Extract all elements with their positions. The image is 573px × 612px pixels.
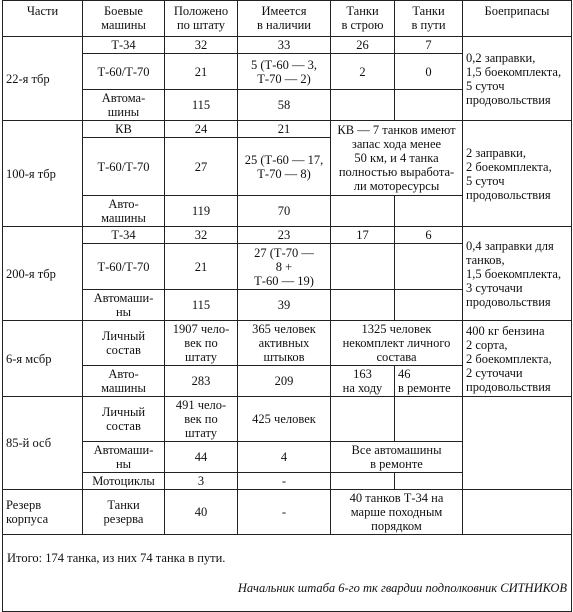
header-planned: Положено по штату <box>165 1 238 37</box>
vehicle-cell: Авто- машины <box>83 196 165 227</box>
note-cell-6-msbr: 1325 человек некомплект личного состава <box>331 321 463 366</box>
en-route-cell <box>395 90 463 121</box>
available-cell: 39 <box>238 290 331 321</box>
unit-85-osb: 85-й осб <box>3 397 83 490</box>
table-row <box>3 227 572 244</box>
vehicle-cell: Личный состав <box>83 397 165 442</box>
note-cell-reserve: 40 танков Т-34 на марше походным порядком <box>331 490 463 535</box>
note-cell-85-osb: Все автомашины в ремонте <box>331 442 463 473</box>
in-service-cell <box>331 90 395 121</box>
vehicle-cell: Автома- шины <box>83 90 165 121</box>
en-route-cell <box>395 473 463 490</box>
table-row <box>3 490 572 535</box>
planned-cell: 491 чело- век по штату <box>165 397 238 442</box>
planned-cell: 21 <box>165 244 238 290</box>
vehicle-cell: Т-60/Т-70 <box>83 244 165 290</box>
in-service-cell <box>331 473 395 490</box>
available-cell: 4 <box>238 442 331 473</box>
ammo-cell-reserve <box>463 490 572 535</box>
in-service-cell: 163 на ходу <box>331 366 395 397</box>
planned-cell: 283 <box>165 366 238 397</box>
vehicle-cell: КВ <box>83 121 165 138</box>
header-vehicles: Боевые машины <box>83 1 165 37</box>
in-service-cell <box>331 290 395 321</box>
units-status-table <box>2 0 572 612</box>
unit-reserve: Резерв корпуса <box>3 490 83 535</box>
header-unit: Части <box>3 1 83 37</box>
header-available: Имеется в наличии <box>238 1 331 37</box>
table-row <box>3 121 572 138</box>
footer-row <box>3 535 572 612</box>
note-cell-100-tbr: КВ — 7 танков имеют запас хода менее 50 км, и 4 танка полностью выработа- ли моторесурсы <box>331 121 463 196</box>
vehicle-cell: Т-34 <box>83 227 165 244</box>
en-route-cell: 7 <box>395 37 463 54</box>
available-cell: 425 человек <box>238 397 331 442</box>
ammo-cell-6-msbr: 400 кг бензина 2 сорта, 2 боекомплекта, 2 суточачи продовольствия <box>463 321 572 397</box>
en-route-cell <box>395 244 463 290</box>
planned-cell: 115 <box>165 90 238 121</box>
signature: Начальник штаба 6-го тк гвардии подполковник СИТНИКОВ <box>237 581 567 595</box>
planned-cell: 24 <box>165 121 238 138</box>
footer-cell <box>3 535 572 612</box>
ammo-cell-100-tbr: 2 заправки, 2 боекомплекта, 5 суточ продовольствия <box>463 121 572 227</box>
in-service-cell <box>331 397 395 442</box>
unit-100-tbr: 100-я тбр <box>3 121 83 227</box>
planned-cell: 21 <box>165 54 238 90</box>
header-row <box>3 1 572 37</box>
planned-cell: 3 <box>165 473 238 490</box>
en-route-cell: 46 в ремонте <box>395 366 463 397</box>
unit-200-tbr: 200-я тбр <box>3 227 83 321</box>
in-service-cell <box>331 244 395 290</box>
header-en-route: Танки в пути <box>395 1 463 37</box>
planned-cell: 32 <box>165 227 238 244</box>
ammo-cell-85-osb <box>463 397 572 490</box>
en-route-cell <box>395 196 463 227</box>
available-cell: 58 <box>238 90 331 121</box>
available-cell: 25 (Т-60 — 17, Т-70 — 8) <box>238 138 331 196</box>
vehicle-cell: Т-60/Т-70 <box>83 54 165 90</box>
available-cell: - <box>238 473 331 490</box>
planned-cell: 119 <box>165 196 238 227</box>
vehicle-cell: Автомаши- ны <box>83 442 165 473</box>
available-cell: 70 <box>238 196 331 227</box>
header-ammo: Боеприпасы <box>463 1 572 37</box>
vehicle-cell: Личный состав <box>83 321 165 366</box>
table-row <box>3 321 572 366</box>
in-service-cell: 2 <box>331 54 395 90</box>
available-cell: 5 (Т-60 — 3, Т-70 — 2) <box>238 54 331 90</box>
vehicle-cell: Мотоциклы <box>83 473 165 490</box>
vehicle-cell: Автомаши- ны <box>83 290 165 321</box>
vehicle-cell: Т-60/Т-70 <box>83 138 165 196</box>
available-cell: 27 (Т-70 — 8 + Т-60 — 19) <box>238 244 331 290</box>
in-service-cell <box>331 196 395 227</box>
vehicle-cell: Танки резерва <box>83 490 165 535</box>
in-service-cell: 26 <box>331 37 395 54</box>
planned-cell: 32 <box>165 37 238 54</box>
unit-6-msbr: 6-я мсбр <box>3 321 83 397</box>
available-cell: 33 <box>238 37 331 54</box>
planned-cell: 44 <box>165 442 238 473</box>
planned-cell: 1907 чело- век по штату <box>165 321 238 366</box>
available-cell: 365 человек активных штыков <box>238 321 331 366</box>
available-cell: 23 <box>238 227 331 244</box>
available-cell: 21 <box>238 121 331 138</box>
available-cell: - <box>238 490 331 535</box>
planned-cell: 40 <box>165 490 238 535</box>
en-route-cell <box>395 290 463 321</box>
en-route-cell: 0 <box>395 54 463 90</box>
vehicle-cell: Авто- машины <box>83 366 165 397</box>
planned-cell: 27 <box>165 138 238 196</box>
planned-cell: 115 <box>165 290 238 321</box>
ammo-cell-200-tbr: 0,4 заправки для танков, 1,5 боекомплекта, 3 суточачи продовольствия <box>463 227 572 321</box>
header-in-service: Танки в строю <box>331 1 395 37</box>
available-cell: 209 <box>238 366 331 397</box>
total-summary: Итого: 174 танка, из них 74 танка в пути. <box>7 551 226 565</box>
in-service-cell: 17 <box>331 227 395 244</box>
en-route-cell <box>395 397 463 442</box>
en-route-cell: 6 <box>395 227 463 244</box>
vehicle-cell: Т-34 <box>83 37 165 54</box>
ammo-cell-22-tbr: 0,2 заправки, 1,5 боекомплекта, 5 суточ продовольствия <box>463 37 572 121</box>
table-row <box>3 37 572 54</box>
unit-22-tbr: 22-я тбр <box>3 37 83 121</box>
table-row <box>3 397 572 442</box>
